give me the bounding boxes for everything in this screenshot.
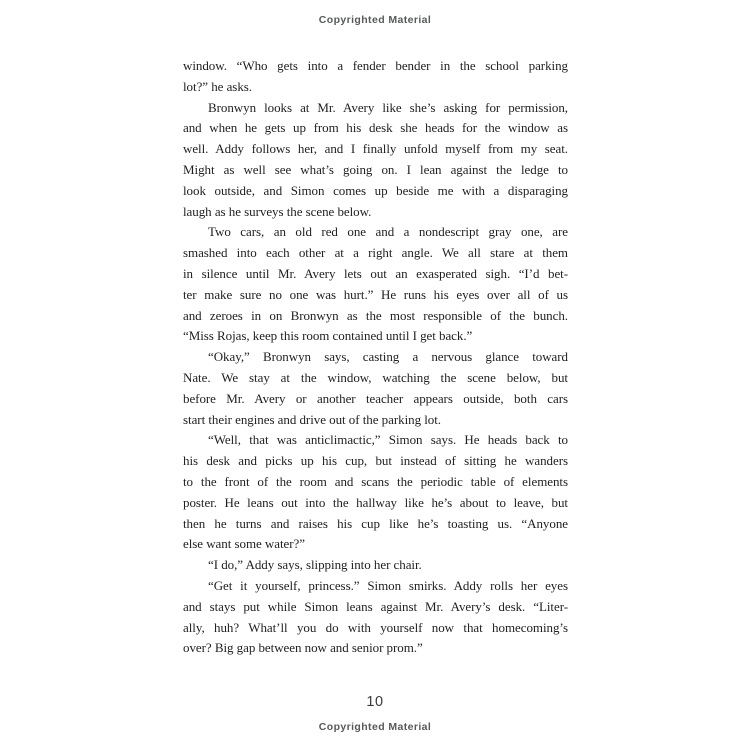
text-line: Two cars, an old red one and a nondescript gray one, are [208,224,568,240]
text-line: window. “Who gets into a fender bender in the school parking [183,58,568,73]
text-line: to the front of the room and scans the periodic table of elements [183,473,568,489]
copyright-footer: Copyrighted Material [318,721,432,733]
text-line: Might as well see what’s going on. I lean against the ledge to [183,161,568,177]
text-line: and when he gets up from his desk she heads for the window as [183,120,568,136]
text-line: look outside, and Simon comes up beside me with a disparaging [183,182,568,198]
text-line: poster. He leans out into the hallway like he’s about to leave, but [183,494,568,510]
text-line: “Miss Rojas, keep this room contained until I get back.” [183,328,473,344]
text-line: else want some water?” [183,536,305,552]
text-line: “I do,” Addy says, slipping into her chair. [208,557,422,573]
copyright-header: Copyrighted Material [318,14,432,26]
text-line: ally, huh? What’ll you do with yourself now that homecoming’s [183,619,568,635]
text-line: ter make sure no one was hurt.” He runs his eyes over all of us [183,286,568,302]
page-number: 10 [366,694,384,710]
text-line: “Well, that was anticlimactic,” Simon says. He heads back to [208,432,568,448]
text-line: Bronwyn looks at Mr. Avery like she’s asking for permission, [208,99,568,115]
text-line: lot?” he asks. [183,78,252,94]
text-line: and zeroes in on Bronwyn as the most responsible of the bunch. [183,307,568,323]
text-line: over? Big gap between now and senior prom.” [183,640,423,656]
text-line: “Okay,” Bronwyn says, casting a nervous glance toward [208,349,568,365]
text-line: and stays put while Simon leans against Mr. Avery’s desk. “Liter- [183,598,568,614]
text-line: Nate. We stay at the window, watching the scene below, but [183,369,568,385]
text-line: smashed into each other at a right angle. We all stare at them [183,245,568,261]
text-line: well. Addy follows her, and I finally unfold myself from my seat. [183,141,568,157]
text-line: in silence until Mr. Avery lets out an exasperated sigh. “I’d bet- [183,265,568,281]
text-line: his desk and picks up his cup, but instead of sitting he wanders [183,453,568,469]
page-text [183,56,568,659]
text-line: laugh as he surveys the scene below. [183,203,372,219]
text-line: start their engines and drive out of the parking lot. [183,411,442,427]
text-line: before Mr. Avery or another teacher appears outside, both cars [183,390,568,406]
text-line: “Get it yourself, princess.” Simon smirks. Addy rolls her eyes [208,577,568,593]
text-line: then he turns and raises his cup like he’s toasting us. “Anyone [183,515,568,531]
